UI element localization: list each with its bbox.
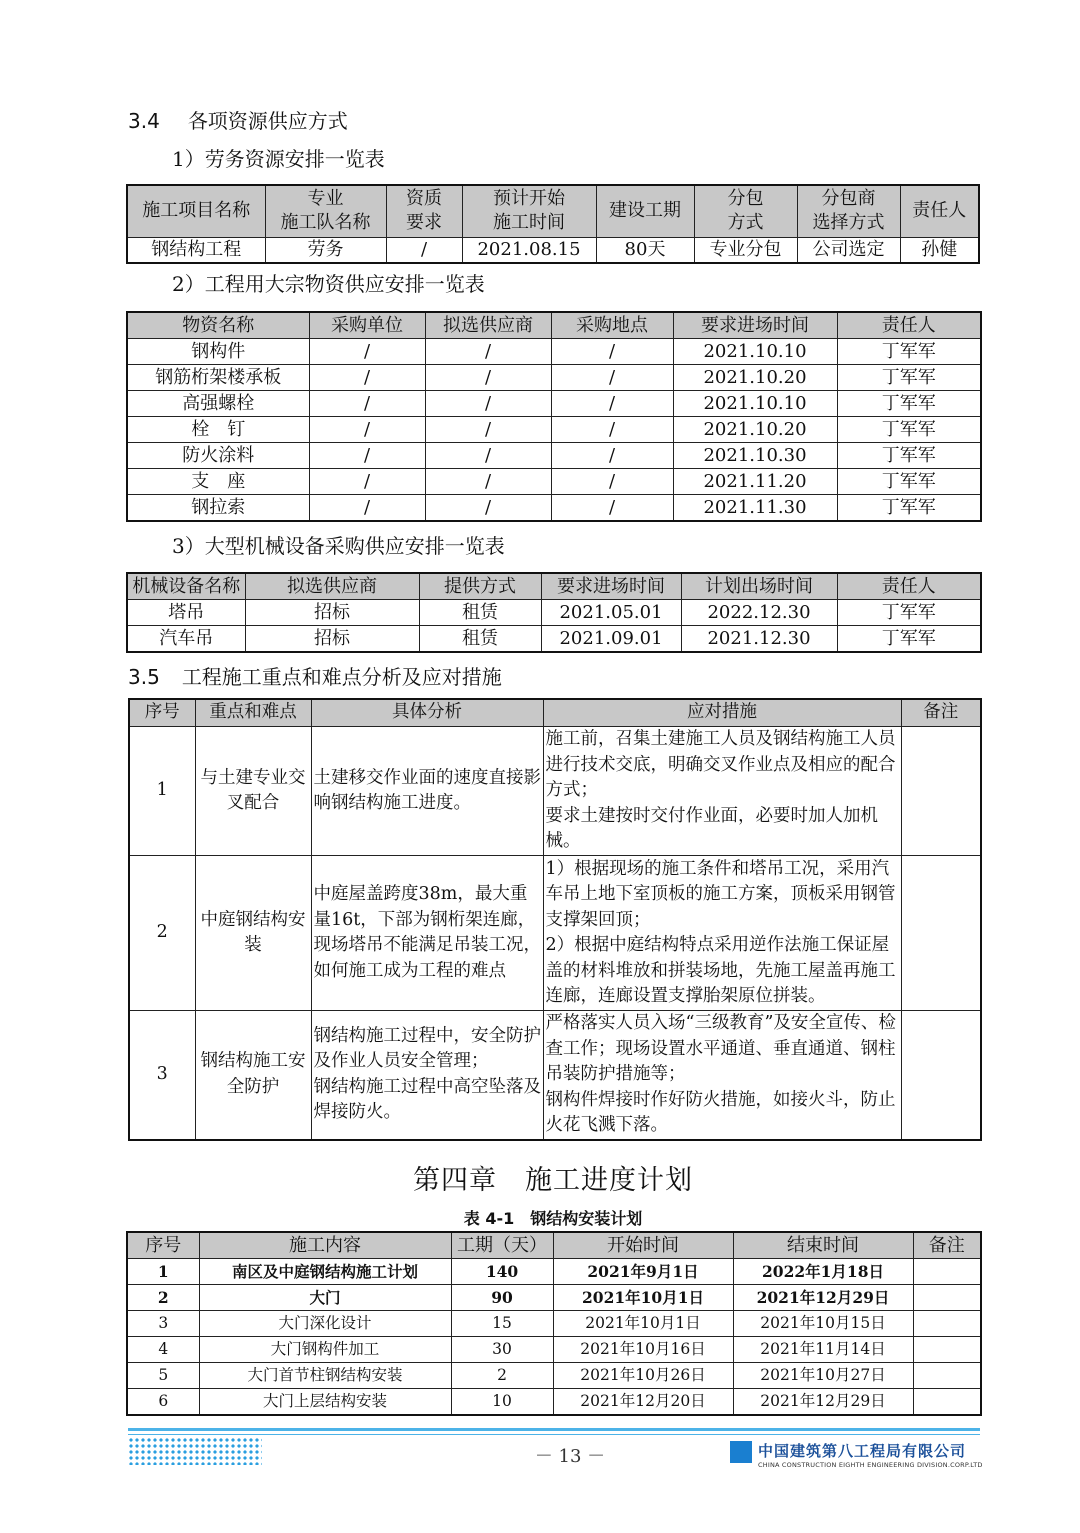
schedule-header-cell: 备注 [913,1232,981,1259]
table-cell: 2021.10.20 [673,417,837,443]
schedule-header-cell: 开始时间 [553,1232,733,1259]
table-row [127,1337,981,1363]
table-row [127,417,981,443]
footer-rule [128,1428,980,1431]
labor-header-cell: 分包商 选择方式 [797,185,900,237]
labor-header-cell: 预计开始 施工时间 [462,185,596,237]
table-cell: 招标 [245,626,419,653]
table-cell: 钢拉索 [127,495,309,522]
table-cell: 招标 [245,600,419,626]
machinery-table [126,572,982,653]
table-cell: 1）根据现场的施工条件和塔吊工况，采用汽车吊上地下室顶板的施工方案，顶板采用钢管支撑架回顶； 2）根据中庭结构特点采用逆作法施工保证屋盖的材料堆放和拼装场地，先施工屋盖再施工连廊，连廊设置支撑胎架原位拼装。 [543,856,901,1011]
table-cell [913,1311,981,1337]
footer-dot-pattern [128,1437,262,1465]
table-row [127,391,981,417]
schedule-header-cell: 序号 [127,1232,199,1259]
table-cell [901,856,981,1011]
table-row [127,365,981,391]
materials-header-cell: 要求进场时间 [673,312,837,339]
table-row [127,495,981,522]
table-cell: 2021.08.15 [462,237,596,263]
table-cell: 2021.09.01 [541,626,681,653]
materials-body [127,339,981,522]
table-cell: 2021.11.30 [673,495,837,522]
table-cell: / [425,417,551,443]
table-row [127,1285,981,1311]
table-cell: 严格落实人员入场“三级教育”及安全宣传、检查工作；现场设置水平通道、垂直通道、钢柱吊装防护措施等； 钢构件焊接时作好防火措施，如接火斗，防止火花飞溅下落。 [543,1011,901,1140]
table-cell: 大门首节柱钢结构安装 [199,1363,451,1389]
table-cell: 2 [129,856,195,1011]
table-cell: / [309,417,425,443]
table-cell: 2021.10.20 [673,365,837,391]
table-cell: 汽车吊 [127,626,245,653]
table-row [127,1259,981,1285]
table-cell: 2021年10月27日 [733,1363,913,1389]
labor-table-title: 1）劳务资源安排一览表 [172,147,385,171]
machinery-header-cell: 拟选供应商 [245,573,419,600]
company-logo-icon [730,1441,752,1463]
table-cell: 丁军军 [837,443,981,469]
table-cell: 2021年12月29日 [733,1285,913,1311]
table-cell: / [309,495,425,522]
labor-header-cell: 施工项目名称 [127,185,265,237]
machinery-header-cell: 机械设备名称 [127,573,245,600]
table-cell: 15 [451,1311,553,1337]
machinery-body [127,600,981,653]
materials-header-cell: 拟选供应商 [425,312,551,339]
table-cell: 丁军军 [837,495,981,522]
table-cell: / [309,469,425,495]
table-cell: 10 [451,1389,553,1416]
schedule-header-cell: 结束时间 [733,1232,913,1259]
table-cell: / [386,237,462,263]
table-cell: 2021.11.20 [673,469,837,495]
materials-header-cell: 采购单位 [309,312,425,339]
chapter-title: 第四章 施工进度计划 [413,1165,693,1196]
keypoints-header-cell: 具体分析 [311,699,543,727]
table-cell: 2 [127,1285,199,1311]
table-cell: 钢结构施工过程中，安全防护及作业人员安全管理； 钢结构施工过程中高空坠落及焊接防火。 [311,1011,543,1140]
table-cell: 2021年10月15日 [733,1311,913,1337]
table-cell: 大门深化设计 [199,1311,451,1337]
table-row [127,1311,981,1337]
labor-header-cell: 专业 施工队名称 [265,185,386,237]
table-cell: / [551,417,673,443]
section-title: 工程施工重点和难点分析及应对措施 [181,665,502,689]
keypoints-table [128,698,982,1141]
materials-header-cell: 采购地点 [551,312,673,339]
section-3-5-heading [128,661,502,690]
table-cell: 公司选定 [797,237,900,263]
table-row [129,1011,981,1140]
table-cell: 1 [127,1259,199,1285]
table-cell [901,727,981,856]
table-cell: 90 [451,1285,553,1311]
machinery-header-cell: 责任人 [837,573,981,600]
table-row [127,469,981,495]
table-row [127,339,981,365]
table-cell: 施工前，召集土建施工人员及钢结构施工人员进行技术交底，明确交叉作业点及相应的配合方式； 要求土建按时交付作业面，必要时加人加机械。 [543,727,901,856]
table-row [129,856,981,1011]
table-cell: 丁军军 [837,417,981,443]
table-cell: / [425,391,551,417]
table-cell: 2021.10.10 [673,339,837,365]
table-cell: 2021年10月26日 [553,1363,733,1389]
table-cell: / [551,495,673,522]
table-cell: / [551,339,673,365]
table-cell: / [551,365,673,391]
section-title: 各项资源供应方式 [187,109,348,133]
keypoints-header-cell: 序号 [129,699,195,727]
keypoints-header-cell: 重点和难点 [195,699,311,727]
table-row [129,727,981,856]
table-cell: 6 [127,1389,199,1416]
schedule-header-cell: 工期（天） [451,1232,553,1259]
table-cell: / [551,469,673,495]
table-cell: / [309,443,425,469]
table-cell: 2021年12月20日 [553,1389,733,1416]
table-cell: 2021.12.30 [681,626,837,653]
table-cell: 2021.10.10 [673,391,837,417]
table-cell: / [309,391,425,417]
table-row [127,237,979,263]
machinery-header-row [127,573,981,600]
materials-header-cell: 物资名称 [127,312,309,339]
schedule-table [126,1231,982,1416]
table-cell: 2022年1月18日 [733,1259,913,1285]
table-cell [913,1259,981,1285]
table-cell: 3 [127,1311,199,1337]
section-3-4-heading [128,105,348,134]
machinery-table-title: 3）大型机械设备采购供应安排一览表 [172,534,505,558]
table-cell: 2021年11月14日 [733,1337,913,1363]
table-cell: 丁军军 [837,339,981,365]
table-cell: 土建移交作业面的速度直接影响钢结构施工进度。 [311,727,543,856]
table-cell: 租赁 [419,600,541,626]
table-cell: 2021年9月1日 [553,1259,733,1285]
table-cell: 中庭钢结构安装 [195,856,311,1011]
labor-header-cell: 分包 方式 [694,185,797,237]
labor-header-cell: 建设工期 [596,185,694,237]
table-cell: 2021年10月16日 [553,1337,733,1363]
table-cell: 3 [129,1011,195,1140]
schedule-header-row [127,1232,981,1259]
page-number: － 13 － [534,1446,606,1467]
table-cell: 丁军军 [837,600,981,626]
table-cell: 2021年12月29日 [733,1389,913,1416]
table-cell: 大门 [199,1285,451,1311]
table-cell: 4 [127,1337,199,1363]
table-cell: / [309,339,425,365]
materials-table [126,311,982,522]
company-name-en: CHINA CONSTRUCTION EIGHTH ENGINEERING DIVISION.CORP.LTD [758,1461,983,1469]
table-cell: 30 [451,1337,553,1363]
table-cell: 2021年10月1日 [553,1285,733,1311]
table-cell: 140 [451,1259,553,1285]
table-cell [913,1363,981,1389]
machinery-header-cell: 计划出场时间 [681,573,837,600]
table-cell: / [425,495,551,522]
schedule-header-cell: 施工内容 [199,1232,451,1259]
table-cell: 2021.05.01 [541,600,681,626]
table-row [127,443,981,469]
table-cell: / [425,469,551,495]
materials-table-title: 2）工程用大宗物资供应安排一览表 [172,272,485,296]
table-cell [913,1389,981,1416]
table-cell: / [551,443,673,469]
table-cell: 钢构件 [127,339,309,365]
table-cell: 2021.10.30 [673,443,837,469]
table-cell: 与土建专业交叉配合 [195,727,311,856]
machinery-header-cell: 要求进场时间 [541,573,681,600]
table-row [127,626,981,653]
table-row [127,1363,981,1389]
labor-header-row [127,185,979,237]
table-cell: 专业分包 [694,237,797,263]
table-cell: 租赁 [419,626,541,653]
table-cell: 栓 钉 [127,417,309,443]
table-cell: 大门上层结构安装 [199,1389,451,1416]
machinery-header-cell: 提供方式 [419,573,541,600]
table-cell [901,1011,981,1140]
table-cell: 塔吊 [127,600,245,626]
table-cell: 2022.12.30 [681,600,837,626]
labor-header-cell: 资质 要求 [386,185,462,237]
table-row [127,1389,981,1416]
table-cell: 5 [127,1363,199,1389]
keypoints-header-cell: 备注 [901,699,981,727]
table-cell: 高强螺栓 [127,391,309,417]
table-cell: 1 [129,727,195,856]
schedule-body [127,1259,981,1416]
footer-rule-thin [128,1434,980,1435]
table-cell: / [309,365,425,391]
labor-header-cell: 责任人 [900,185,979,237]
table-cell: / [425,339,551,365]
table-cell: / [425,365,551,391]
table-cell: 大门钢构件加工 [199,1337,451,1363]
table-cell: / [425,443,551,469]
table-cell: 钢结构施工安全防护 [195,1011,311,1140]
table-cell: 钢筋桁架楼承板 [127,365,309,391]
section-number: 3.5 [128,665,160,689]
company-name-cn: 中国建筑第八工程局有限公司 [758,1442,967,1460]
keypoints-header-cell: 应对措施 [543,699,901,727]
table-row [127,600,981,626]
materials-header-row [127,312,981,339]
table-cell: 丁军军 [837,626,981,653]
table-cell: 钢结构工程 [127,237,265,263]
table-cell: 2 [451,1363,553,1389]
table-cell [913,1337,981,1363]
table-cell: 防火涂料 [127,443,309,469]
table-cell: 80天 [596,237,694,263]
table-cell: 南区及中庭钢结构施工计划 [199,1259,451,1285]
table-cell [913,1285,981,1311]
materials-header-cell: 责任人 [837,312,981,339]
table-caption: 表 4-1 钢结构安装计划 [463,1209,643,1228]
keypoints-header-row [129,699,981,727]
table-cell: / [551,391,673,417]
table-cell: 孙健 [900,237,979,263]
table-cell: 中庭屋盖跨度38m，最大重量16t，下部为钢桁架连廊，现场塔吊不能满足吊装工况，如何施工成为工程的难点 [311,856,543,1011]
table-cell: 丁军军 [837,365,981,391]
table-cell: 丁军军 [837,391,981,417]
table-cell: 丁军军 [837,469,981,495]
table-cell: 劳务 [265,237,386,263]
section-number: 3.4 [128,109,160,133]
table-cell: 2021年10月1日 [553,1311,733,1337]
labor-table [126,184,980,264]
table-cell: 支 座 [127,469,309,495]
